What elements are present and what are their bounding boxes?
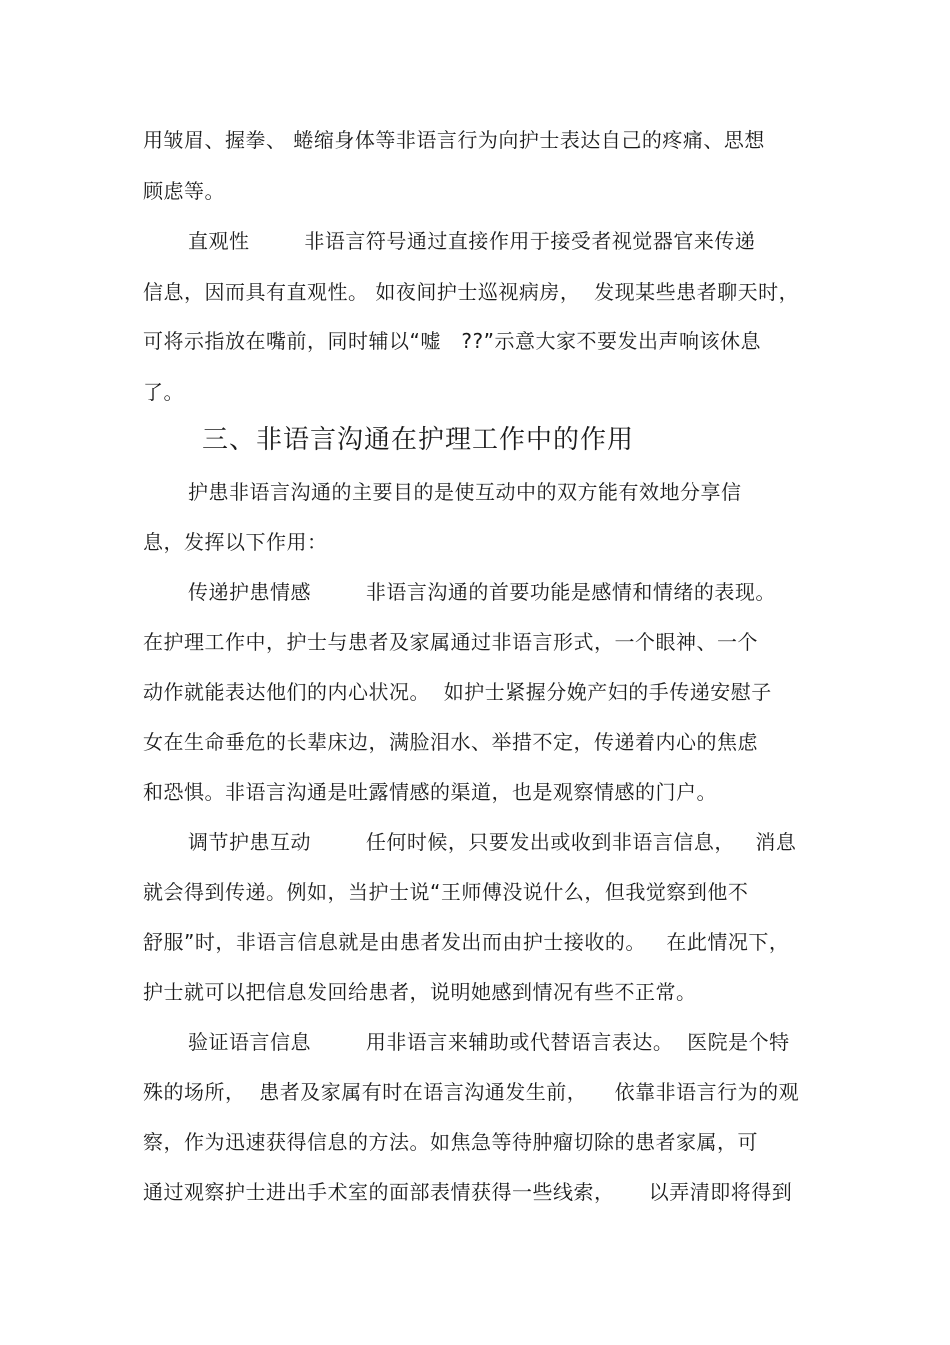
body-text-line: 动作就能表达他们的内心状况。 如护士紧握分娩产妇的手传递安慰子 (143, 680, 772, 704)
body-text-line: 女在生命垂危的长辈床边，满脸泪水、举措不定，传递着内心的焦虑 (143, 730, 758, 754)
body-text-line: 可将示指放在嘴前，同时辅以“嘘 ??”示意大家不要发出声响该休息 (143, 329, 762, 353)
body-text-line: 察，作为迅速获得信息的方法。如焦急等待肿瘤切除的患者家属，可 (143, 1130, 758, 1154)
paragraph-start-line: 验证语言信息 用非语言来辅助或代替语言表达。 医院是个特 (188, 1030, 790, 1054)
body-text-line: 顾虑等。 (143, 179, 225, 203)
paragraph-start-line: 调节护患互动 任何时候，只要发出或收到非语言信息， 消息 (188, 830, 797, 854)
body-text-line: 和恐惧。非语言沟通是吐露情感的渠道，也是观察情感的门户。 (143, 780, 717, 804)
section-heading: 三、非语言沟通在护理工作中的作用 (202, 425, 635, 455)
body-text-line: 信息，因而具有直观性。 如夜间护士巡视病房， 发现某些患者聊天时， (143, 280, 800, 304)
body-text-line: 了。 (143, 380, 184, 404)
paragraph-start-line: 传递护患情感 非语言沟通的首要功能是感情和情绪的表现。 (188, 580, 776, 604)
body-text-line: 通过观察护士进出手术室的面部表情获得一些线索， 以弄清即将得到 (143, 1180, 793, 1204)
body-text-line: 在护理工作中，护士与患者及家属通过非语言形式，一个眼神、一个 (143, 630, 758, 654)
paragraph-start-line: 直观性 非语言符号通过直接作用于接受者视觉器官来传递 (188, 229, 756, 253)
body-text-line: 就会得到传递。例如，当护士说“王师傅没说什么，但我觉察到他不 (143, 880, 749, 904)
body-text-line: 殊的场所， 患者及家属有时在语言沟通发生前， 依靠非语言行为的观 (143, 1080, 800, 1104)
body-text-line: 舒服”时，非语言信息就是由患者发出而由护士接收的。 在此情况下， (143, 930, 790, 954)
body-text-line: 护士就可以把信息发回给患者，说明她感到情况有些不正常。 (143, 980, 697, 1004)
paragraph-start-line: 护患非语言沟通的主要目的是使互动中的双方能有效地分享信 (188, 480, 742, 504)
body-text-line: 息，发挥以下作用： (143, 530, 328, 554)
body-text-line: 用皱眉、握拳、 蜷缩身体等非语言行为向护士表达自己的疼痛、思想 (143, 128, 765, 152)
